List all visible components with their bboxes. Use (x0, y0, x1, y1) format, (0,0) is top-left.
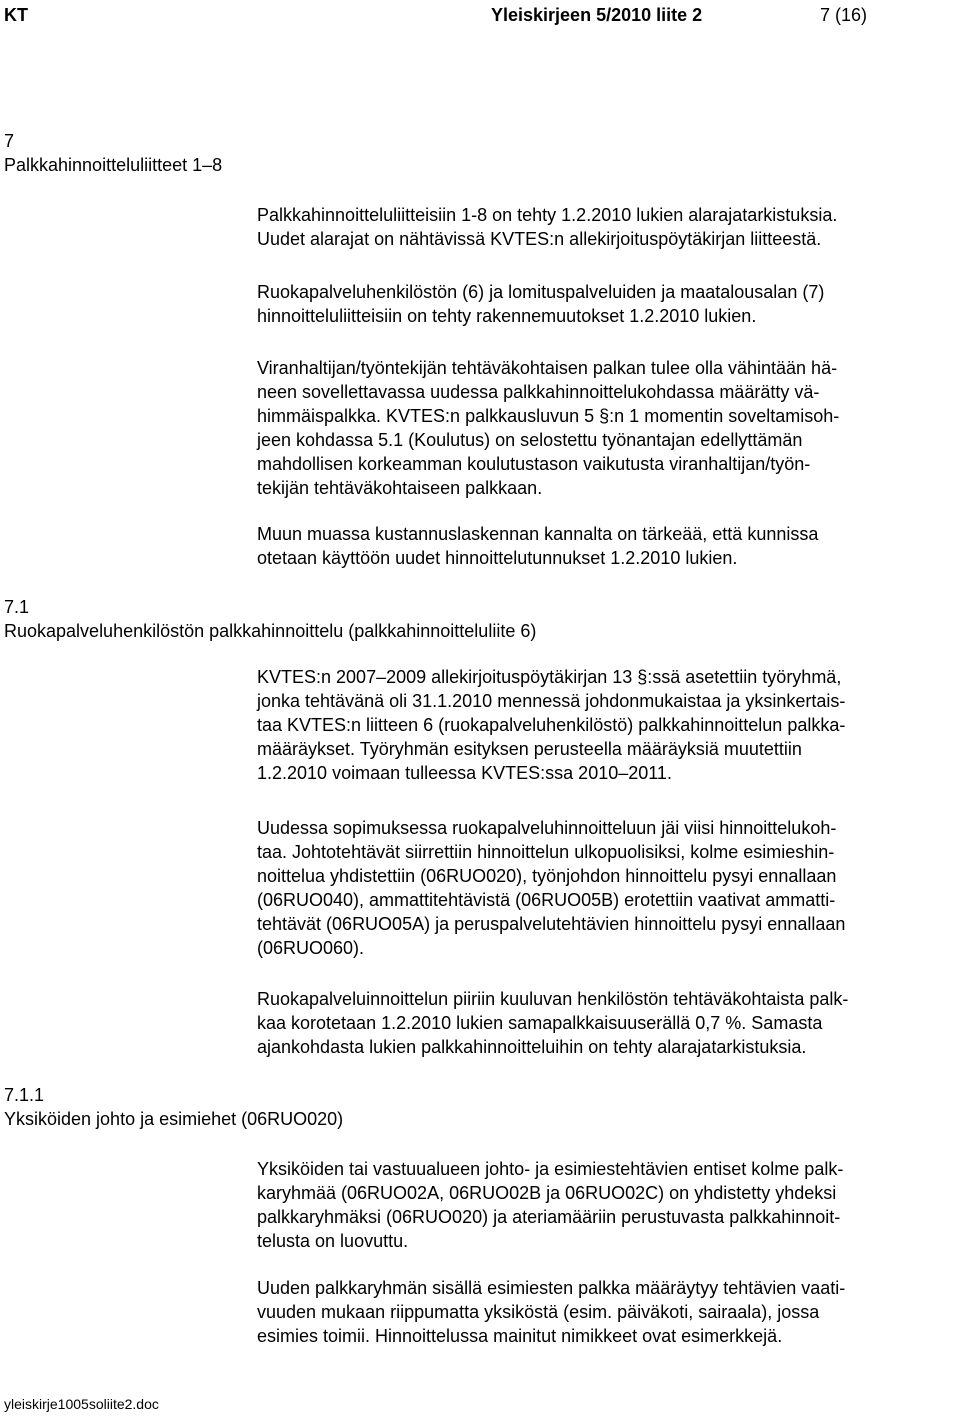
text-line: neen sovellettavassa uudessa palkkahinnoittelukohdassa määrätty vä- (257, 382, 820, 402)
text-line: (06RUO040), ammattitehtävistä (06RUO05B) erotettiin vaativat ammatti- (257, 890, 836, 910)
header-title: Yleiskirjeen 5/2010 liite 2 (491, 5, 703, 25)
section-7-1-heading (4, 595, 536, 643)
section-title: Palkkahinnoitteluliitteet 1–8 (4, 155, 223, 175)
text-line: (06RUO060). (257, 938, 365, 958)
section-number: 7 (4, 131, 15, 151)
paragraph (257, 356, 957, 500)
text-line: otetaan käyttöön uudet hinnoittelutunnukset 1.2.2010 lukien. (257, 548, 738, 568)
text-line: Yksiköiden tai vastuualueen johto- ja esimiestehtävien entiset kolme palk- (257, 1159, 844, 1179)
section-title: Yksiköiden johto ja esimiehet (06RUO020) (4, 1109, 344, 1129)
paragraph (257, 987, 957, 1059)
text-line: mahdollisen korkeamman koulutustason vaikutusta viranhaltijan/työn- (257, 454, 811, 474)
paragraph (257, 522, 957, 570)
text-line: Muun muassa kustannuslaskennan kannalta on tärkeää, että kunnissa (257, 524, 819, 544)
text-line: Uudessa sopimuksessa ruokapalveluhinnoitteluun jäi viisi hinnoittelukoh- (257, 818, 837, 838)
text-line: Uuden palkkaryhmän sisällä esimiesten palkka määräytyy tehtävien vaati- (257, 1278, 846, 1298)
text-line: palkkaryhmäksi (06RUO020) ja ateriamääriin perustuvasta palkkahinnoit- (257, 1207, 841, 1227)
paragraph (257, 1157, 957, 1253)
paragraph (257, 203, 957, 251)
text-line: KVTES:n 2007–2009 allekirjoituspöytäkirjan 13 §:ssä asetettiin työryhmä, (257, 667, 842, 687)
text-line: tekijän tehtäväkohtaiseen palkkaan. (257, 478, 543, 498)
text-line: tehtävät (06RUO05A) ja peruspalvelutehtävien hinnoittelu pysyi ennallaan (257, 914, 846, 934)
paragraph (257, 1276, 957, 1348)
section-7-1-1-heading (4, 1083, 343, 1131)
section-number: 7.1.1 (4, 1085, 45, 1105)
text-line: karyhmää (06RUO02A, 06RUO02B ja 06RUO02C) on yhdistetty yhdeksi (257, 1183, 837, 1203)
text-line: ajankohdasta lukien palkkahinnoitteluihin on tehty alarajatarkistuksia. (257, 1037, 807, 1057)
text-line: kaa korotetaan 1.2.2010 lukien samapalkkaisuuserällä 0,7 %. Samasta (257, 1013, 823, 1033)
header-page-number: 7 (16) (820, 5, 868, 25)
section-title: Ruokapalveluhenkilöstön palkkahinnoittelu (palkkahinnoitteluliite 6) (4, 621, 537, 641)
text-line: Uudet alarajat on nähtävissä KVTES:n allekirjoituspöytäkirjan liitteestä. (257, 229, 822, 249)
text-line: jonka tehtävänä oli 31.1.2010 mennessä johdonmukaistaa ja yksinkertais- (257, 691, 846, 711)
text-line: määräykset. Työryhmän esityksen perusteella määräyksiä muutettiin (257, 739, 802, 759)
text-line: taa KVTES:n liitteen 6 (ruokapalveluhenkilöstö) palkkahinnoittelun palkka- (257, 715, 846, 735)
text-line: telusta on luovuttu. (257, 1231, 409, 1251)
text-line: Ruokapalveluhenkilöstön (6) ja lomituspalveluiden ja maatalousalan (7) (257, 282, 825, 302)
header-code: KT (4, 5, 28, 25)
paragraph (257, 816, 957, 960)
paragraph (257, 665, 957, 785)
text-line: hinnoitteluliitteisiin on tehty rakennemuutokset 1.2.2010 lukien. (257, 306, 757, 326)
page-header (0, 3, 960, 27)
text-line: Ruokapalveluinnoittelun piiriin kuuluvan henkilöstön tehtäväkohtaista palk- (257, 989, 849, 1009)
text-line: Palkkahinnoitteluliitteisiin 1-8 on tehty 1.2.2010 lukien alarajatarkistuksia. (257, 205, 838, 225)
text-line: jeen kohdassa 5.1 (Koulutus) on selostettu työnantajan edellyttämän (257, 430, 803, 450)
text-line: noittelua yhdistettiin (06RUO020), työnjohdon hinnoittelu pysyi ennallaan (257, 866, 837, 886)
section-number: 7.1 (4, 597, 30, 617)
paragraph (257, 280, 957, 328)
text-line: taa. Johtotehtävät siirrettiin hinnoittelun ulkopuolisiksi, kolme esimieshin- (257, 842, 835, 862)
text-line: esimies toimii. Hinnoittelussa mainitut nimikkeet ovat esimerkkejä. (257, 1326, 783, 1346)
text-line: vuuden mukaan riippumatta yksiköstä (esim. päiväkoti, sairaala), jossa (257, 1302, 820, 1322)
footer-filename: yleiskirje1005soliite2.doc (4, 1396, 159, 1412)
text-line: himmäispalkka. KVTES:n palkkausluvun 5 §:n 1 momentin soveltamisoh- (257, 406, 840, 426)
text-line: Viranhaltijan/työntekijän tehtäväkohtaisen palkan tulee olla vähintään hä- (257, 358, 838, 378)
section-7-heading (4, 129, 222, 177)
text-line: 1.2.2010 voimaan tulleessa KVTES:ssa 2010–2011. (257, 763, 672, 783)
